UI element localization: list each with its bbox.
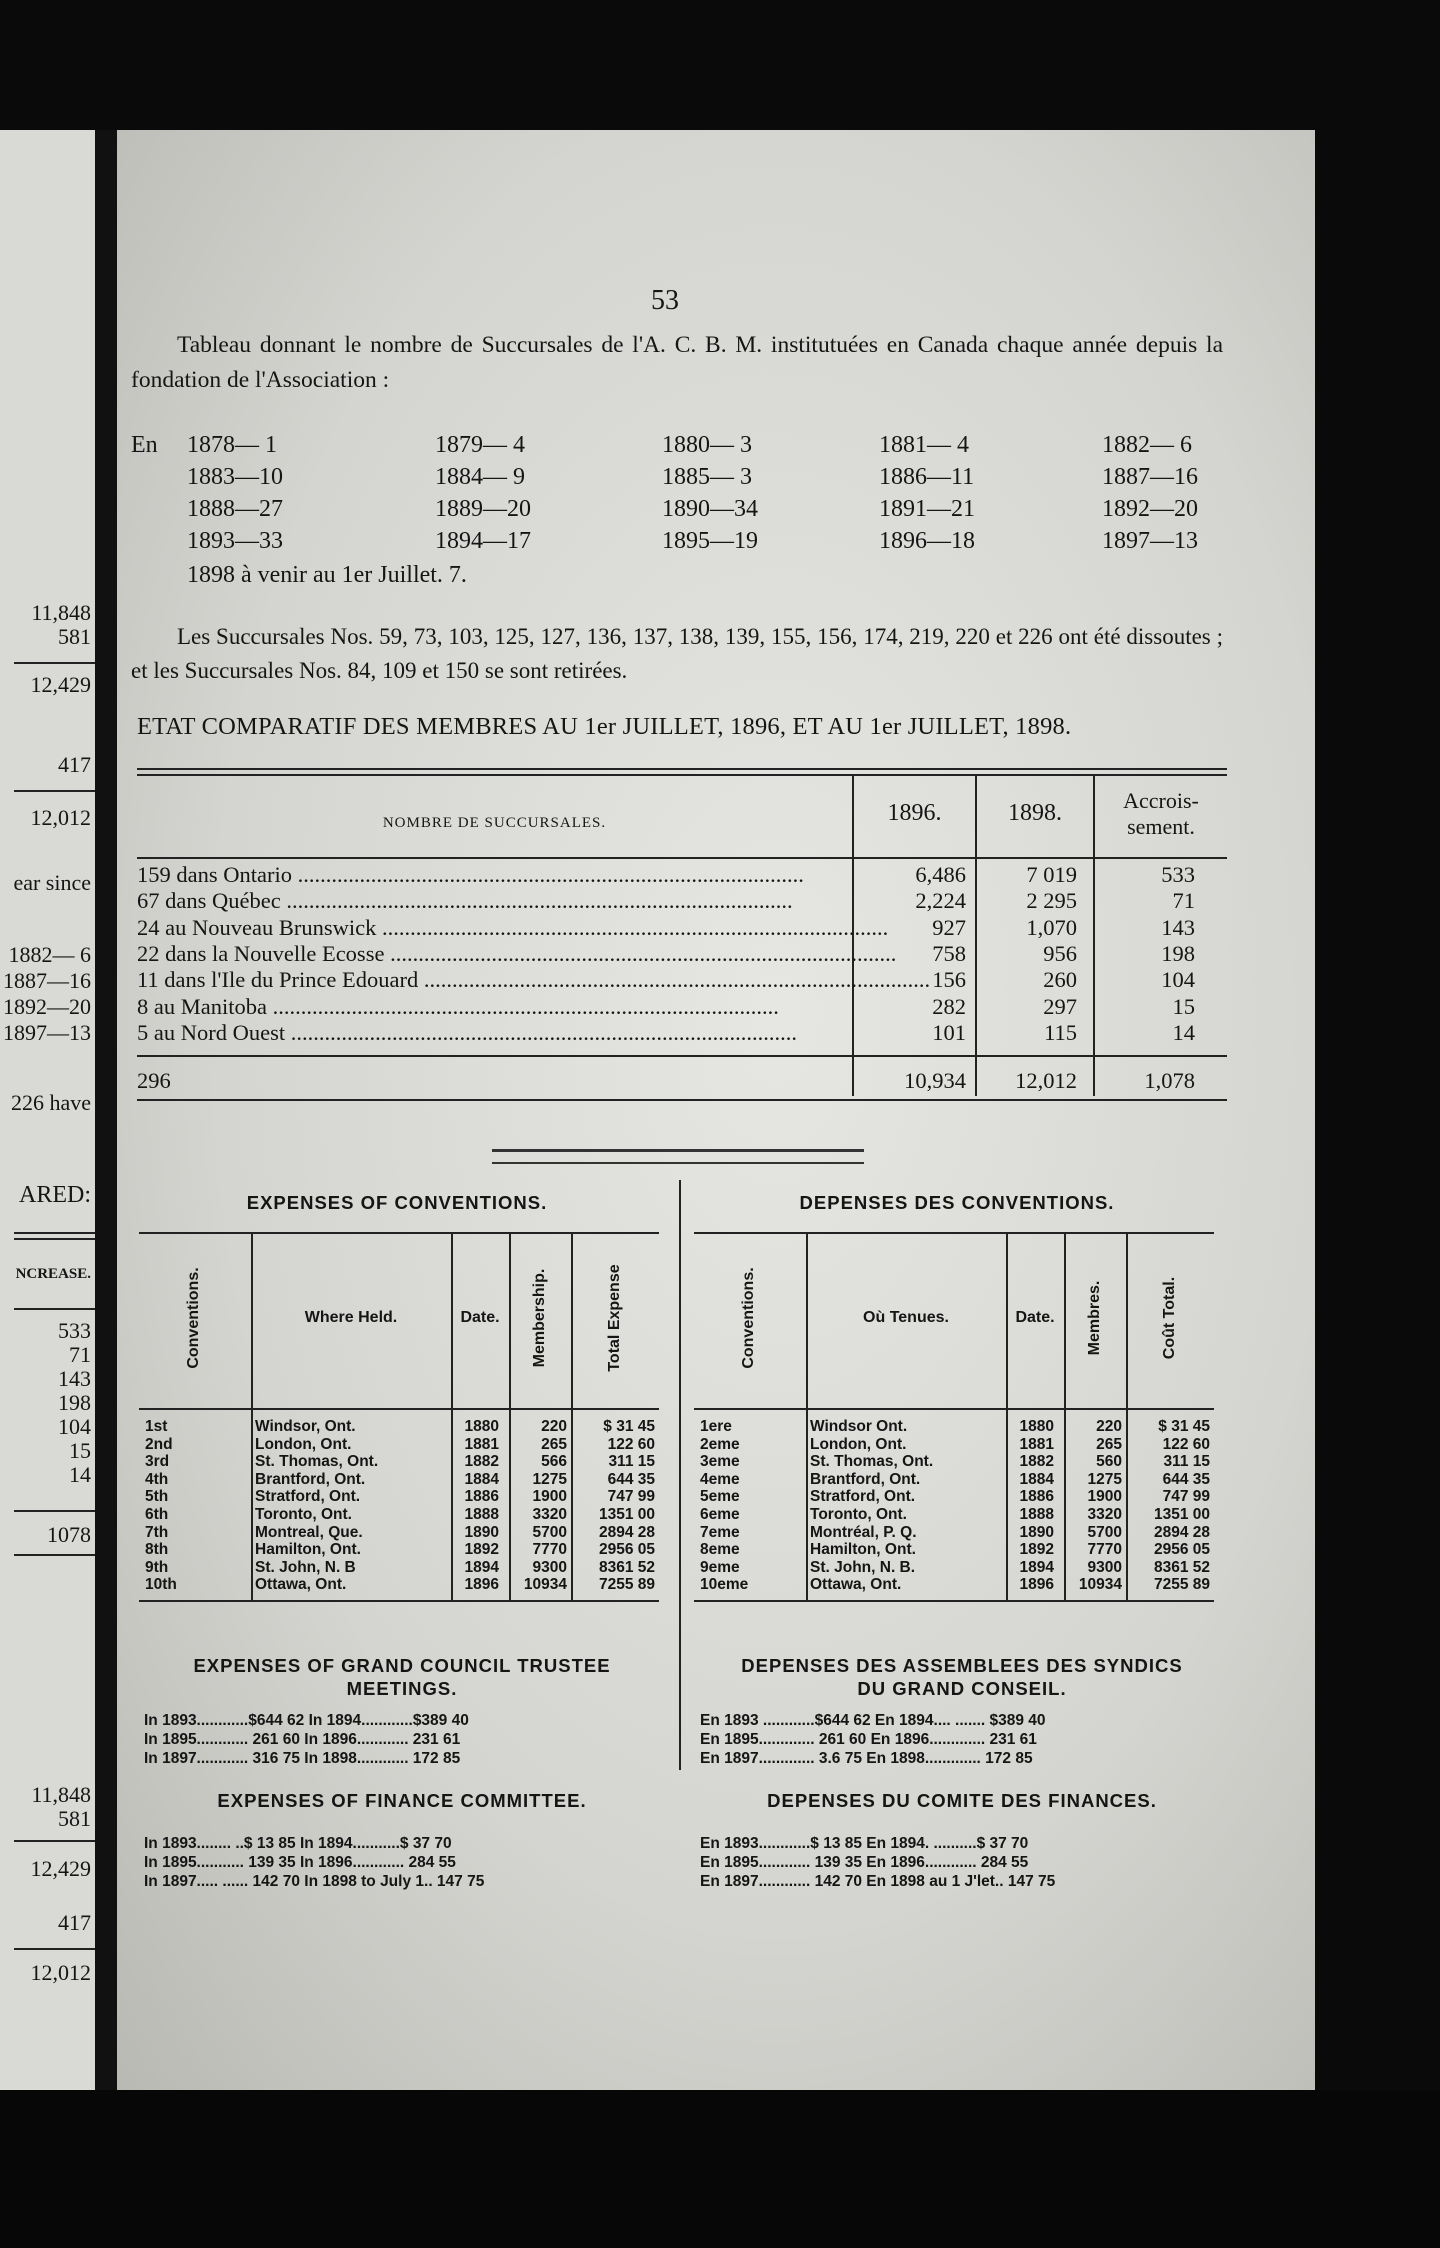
year-note: 1898 à venir au 1er Juillet. 7. — [187, 562, 467, 588]
total-1898: 12,012 — [1015, 1068, 1077, 1093]
margin-value: 581 — [58, 1806, 91, 1831]
convention-cost: 2894 28 — [1153, 1523, 1210, 1541]
convention-cost: 1351 00 — [1153, 1506, 1210, 1523]
col-header-members: Membership. — [531, 1268, 548, 1368]
value-1898: 1,070 — [1026, 914, 1077, 940]
col-header-1898: 1898. — [1008, 800, 1062, 826]
convention-cost: 8361 52 — [598, 1558, 655, 1576]
convention-cost: 644 35 — [607, 1470, 655, 1488]
table-rule — [137, 1099, 1227, 1101]
intro-text: Tableau donnant le nombre de Succursales de l'A. C. B. M. institutuées en Canada chaque année depuis la fondation de l'Association : — [131, 332, 1223, 393]
table-rule — [139, 1600, 659, 1602]
margin-value: 15 — [69, 1438, 91, 1463]
margin-text: 226 have — [10, 1090, 91, 1115]
finance-en-title: EXPENSES OF FINANCE COMMITTEE. — [217, 1790, 587, 1811]
convention-cost: 747 99 — [607, 1488, 655, 1506]
table-col-rule — [806, 1232, 808, 1600]
convention-date: 1880 — [464, 1418, 499, 1435]
convention-number: 10eme — [700, 1576, 749, 1594]
province-row-label — [137, 862, 804, 888]
convention-place: Ottawa, Ont. — [255, 1576, 347, 1594]
expenses-en-title: EXPENSES OF CONVENTIONS. — [246, 1192, 548, 1213]
value-1896: 101 — [932, 1019, 966, 1045]
margin-rule — [14, 662, 95, 664]
margin-value: 12,429 — [30, 1856, 91, 1881]
margin-text: ear since — [13, 870, 91, 895]
province-row-label — [137, 967, 931, 993]
convention-number: 6th — [145, 1506, 169, 1523]
col-header-accroissement-1: Accrois- — [1123, 788, 1199, 813]
convention-date: 1880 — [1019, 1418, 1054, 1435]
convention-members: 5700 — [1087, 1523, 1122, 1541]
margin-value: 12,012 — [30, 805, 91, 830]
col-header-total: Coût Total. — [1161, 1276, 1178, 1360]
value-increase: 143 — [1161, 914, 1195, 940]
convention-place: Windsor Ont. — [810, 1418, 908, 1435]
convention-number: 3eme — [700, 1453, 740, 1471]
convention-place: St. John, N. B — [255, 1558, 356, 1576]
dot-leader: .......................................................................................... — [384, 940, 897, 966]
convention-place: London, Ont. — [810, 1435, 907, 1453]
convention-date: 1890 — [1019, 1523, 1054, 1541]
convention-number: 1st — [145, 1418, 168, 1435]
margin-value: 533 — [58, 1318, 91, 1343]
margin-rule — [14, 1554, 95, 1556]
margin-value: 143 — [58, 1366, 91, 1391]
grand-council-fr-line: En 1893 ............$644 62 En 1894.... ....... $389 40 — [700, 1712, 1046, 1729]
convention-cost: 2894 28 — [598, 1523, 655, 1541]
year-entry: 1890—34 — [662, 496, 758, 522]
convention-place: Toronto, Ont. — [810, 1506, 907, 1523]
dot-leader: .......................................................................................... — [280, 888, 793, 914]
margin-rule — [14, 1948, 95, 1950]
province-name: 11 dans l'Ile du Prince Edouard — [137, 967, 419, 993]
convention-place: St. Thomas, Ont. — [810, 1453, 934, 1471]
margin-value: 12,012 — [30, 1960, 91, 1985]
grand-council-en-title-2: MEETINGS. — [346, 1678, 458, 1699]
margin-increase-label: NCREASE. — [15, 1266, 91, 1282]
dot-leader: .......................................................................................... — [376, 914, 889, 940]
convention-date: 1886 — [464, 1488, 499, 1506]
convention-place: Hamilton, Ont. — [255, 1541, 361, 1559]
year-entry: 1880— 3 — [662, 432, 752, 458]
year-entry: 1894—17 — [435, 528, 531, 554]
table-rule — [137, 857, 1227, 859]
table-rule — [139, 1408, 659, 1410]
value-increase: 533 — [1161, 862, 1195, 887]
year-prefix: En — [131, 432, 158, 458]
convention-date: 1892 — [1019, 1541, 1054, 1559]
convention-members: 10934 — [523, 1576, 567, 1594]
margin-value: 198 — [58, 1390, 91, 1415]
margin-year: 1897—13 — [3, 1020, 91, 1045]
convention-number: 9eme — [700, 1558, 740, 1576]
year-entry: 1896—18 — [879, 528, 975, 554]
finance-fr-line: En 1897............ 142 70 En 1898 au 1 J'let.. 147 75 — [700, 1873, 1056, 1890]
convention-date: 1882 — [464, 1453, 499, 1471]
province-row-label — [137, 940, 897, 967]
column-divider — [679, 1180, 681, 1770]
value-increase: 198 — [1161, 940, 1195, 966]
dot-leader: .......................................................................................... — [291, 862, 804, 887]
margin-rule — [14, 1840, 95, 1842]
convention-number: 6eme — [700, 1506, 740, 1523]
convention-place: St. Thomas, Ont. — [255, 1453, 379, 1471]
convention-cost: 311 15 — [1163, 1453, 1210, 1471]
margin-year: 1887—16 — [3, 968, 91, 993]
margin-value: 581 — [58, 624, 91, 649]
col-header-where: Où Tenues. — [863, 1309, 949, 1326]
margin-value: 104 — [58, 1414, 91, 1439]
margin-rule — [14, 1510, 95, 1512]
dissolved-paragraph — [131, 620, 1223, 688]
value-increase: 104 — [1161, 967, 1195, 993]
value-1896: 758 — [932, 940, 966, 966]
province-row-label — [137, 1019, 797, 1046]
convention-date: 1884 — [1019, 1470, 1054, 1488]
convention-members: 5700 — [532, 1523, 567, 1541]
convention-place: Hamilton, Ont. — [810, 1541, 916, 1559]
convention-place: Toronto, Ont. — [255, 1506, 352, 1523]
table-col-rule — [251, 1232, 253, 1600]
col-header-1896: 1896. — [887, 800, 942, 826]
year-entry: 1888—27 — [187, 496, 283, 522]
dot-leader: .......................................................................................... — [285, 1019, 797, 1045]
year-entry: 1897—13 — [1102, 528, 1198, 554]
table-rule — [137, 774, 1227, 776]
convention-number: 3rd — [145, 1453, 170, 1471]
province-name: 67 dans Québec — [137, 888, 281, 914]
province-row-label — [137, 888, 793, 914]
expenses-fr-title: DEPENSES DES CONVENTIONS. — [799, 1192, 1115, 1213]
convention-members: 220 — [1096, 1418, 1122, 1435]
col-header-date: Date. — [1015, 1309, 1055, 1326]
intro-paragraph — [131, 328, 1223, 398]
document-page — [117, 130, 1315, 2090]
total-label: 296 — [137, 1068, 171, 1093]
col-header-succursales: NOMBRE DE SUCCURSALES. — [382, 815, 607, 831]
province-name: 8 au Manitoba — [137, 993, 267, 1019]
value-1896: 282 — [932, 993, 966, 1019]
province-row-label — [137, 914, 889, 941]
convention-place: Stratford, Ont. — [255, 1488, 361, 1506]
total-1896: 10,934 — [904, 1068, 966, 1093]
province-name: 22 dans la Nouvelle Ecosse — [137, 940, 385, 966]
margin-rule — [14, 1308, 95, 1310]
convention-cost: 311 15 — [608, 1453, 655, 1471]
value-1896: 6,486 — [915, 862, 966, 887]
convention-place: Stratford, Ont. — [810, 1488, 916, 1506]
value-1898: 2 295 — [1026, 888, 1077, 914]
convention-number: 5th — [145, 1488, 169, 1506]
convention-cost: $ 31 45 — [603, 1418, 655, 1435]
margin-value: 71 — [69, 1342, 91, 1367]
col-header-conventions: Conventions. — [185, 1267, 202, 1369]
convention-cost: 122 60 — [1162, 1435, 1210, 1453]
convention-number: 10th — [145, 1576, 177, 1594]
convention-number: 8th — [145, 1541, 169, 1559]
grand-council-en-line: In 1895............ 261 60 In 1896............ 231 61 — [144, 1731, 461, 1748]
year-entry: 1892—20 — [1102, 496, 1198, 522]
convention-number: 5eme — [700, 1488, 740, 1506]
convention-cost: 2956 05 — [1153, 1541, 1210, 1559]
ornament-divider — [492, 1149, 864, 1164]
convention-members: 1900 — [532, 1488, 567, 1506]
convention-date: 1892 — [464, 1541, 499, 1559]
year-entry: 1881— 4 — [879, 432, 969, 458]
table-rule — [137, 768, 1227, 770]
convention-place: St. John, N. B. — [810, 1558, 916, 1576]
grand-council-en-title-1: EXPENSES OF GRAND COUNCIL TRUSTEE — [193, 1655, 611, 1676]
convention-members: 1275 — [1087, 1470, 1122, 1488]
value-increase: 71 — [1172, 888, 1195, 914]
year-entry: 1885— 3 — [662, 464, 752, 490]
province-name: 159 dans Ontario — [137, 862, 292, 887]
convention-date: 1894 — [464, 1558, 499, 1576]
margin-rule — [14, 1238, 95, 1240]
finance-en-line: In 1893........ ..$ 13 85 In 1894...........$ 37 70 — [144, 1835, 452, 1852]
finance-en-line: In 1895........... 139 35 In 1896............ 284 55 — [144, 1854, 456, 1871]
convention-members: 7770 — [532, 1541, 567, 1559]
convention-members: 265 — [541, 1435, 567, 1453]
convention-number: 9th — [145, 1558, 169, 1576]
value-1898: 297 — [1043, 993, 1077, 1019]
convention-members: 7770 — [1087, 1541, 1122, 1559]
convention-cost: 2956 05 — [598, 1541, 655, 1559]
convention-number: 2nd — [145, 1435, 173, 1453]
convention-place: Montreal, Que. — [255, 1523, 363, 1541]
year-entry: 1887—16 — [1102, 464, 1198, 490]
margin-rule — [14, 1232, 95, 1234]
finance-fr-line: En 1895............ 139 35 En 1896............ 284 55 — [700, 1854, 1029, 1871]
province-name: 24 au Nouveau Brunswick — [137, 914, 377, 940]
convention-number: 4eme — [700, 1470, 740, 1488]
convention-members: 3320 — [532, 1506, 567, 1523]
convention-date: 1896 — [1019, 1576, 1054, 1594]
col-header-date: Date. — [460, 1309, 500, 1326]
year-entry: 1895—19 — [662, 528, 758, 554]
convention-place: London, Ont. — [255, 1435, 352, 1453]
convention-members: 10934 — [1078, 1576, 1122, 1594]
convention-number: 2eme — [700, 1435, 740, 1453]
col-header-accroissement-2: sement. — [1127, 814, 1195, 839]
convention-number: 1ere — [700, 1418, 732, 1435]
dot-leader: .......................................................................................... — [418, 967, 931, 993]
grand-council-fr-title-2: DU GRAND CONSEIL. — [857, 1678, 1067, 1699]
value-1896: 2,224 — [915, 888, 966, 914]
convention-date: 1882 — [1019, 1453, 1054, 1471]
convention-date: 1881 — [1019, 1435, 1054, 1453]
convention-cost: 7255 89 — [1153, 1576, 1210, 1594]
convention-number: 4th — [145, 1470, 169, 1488]
grand-council-fr-title-1: DEPENSES DES ASSEMBLEES DES SYNDICS — [741, 1655, 1183, 1676]
finance-fr-title: DEPENSES DU COMITE DES FINANCES. — [767, 1790, 1157, 1811]
convention-date: 1894 — [1019, 1558, 1054, 1576]
year-entry: 1882— 6 — [1102, 432, 1192, 458]
value-1898: 115 — [1044, 1019, 1077, 1045]
convention-members: 265 — [1096, 1435, 1122, 1453]
table-rule — [694, 1408, 1214, 1410]
value-increase: 15 — [1172, 993, 1195, 1019]
margin-rule — [14, 790, 95, 792]
convention-cost: 1351 00 — [598, 1506, 655, 1523]
margin-text: ARED: — [19, 1182, 91, 1208]
convention-members: 220 — [541, 1418, 567, 1435]
margin-value: 11,848 — [31, 1782, 91, 1807]
grand-council-en-line: In 1897............ 316 75 In 1898............ 172 85 — [144, 1750, 461, 1767]
convention-cost: 747 99 — [1162, 1488, 1210, 1506]
table-rule — [694, 1232, 1214, 1234]
margin-value: 417 — [58, 1910, 91, 1935]
convention-place: Brantford, Ont. — [810, 1470, 921, 1488]
convention-date: 1888 — [464, 1506, 499, 1523]
value-1898: 260 — [1043, 967, 1077, 993]
table-rule — [694, 1600, 1214, 1602]
total-increase: 1,078 — [1144, 1068, 1195, 1093]
province-name: 5 au Nord Ouest — [137, 1019, 286, 1045]
margin-value: 417 — [58, 752, 91, 777]
grand-council-fr-line: En 1895............. 261 60 En 1896............. 231 61 — [700, 1731, 1037, 1748]
year-entry: 1893—33 — [187, 528, 283, 554]
convention-cost: 122 60 — [607, 1435, 655, 1453]
convention-members: 3320 — [1087, 1506, 1122, 1523]
col-header-where: Where Held. — [304, 1309, 398, 1326]
left-page-strip — [0, 130, 95, 2090]
year-entry: 1879— 4 — [435, 432, 525, 458]
dot-leader: .......................................................................................... — [266, 993, 779, 1019]
convention-members: 566 — [541, 1453, 567, 1471]
col-header-total: Total Expense — [606, 1264, 623, 1372]
year-entry: 1891—21 — [879, 496, 975, 522]
convention-cost: 8361 52 — [1153, 1558, 1210, 1576]
convention-date: 1890 — [464, 1523, 499, 1541]
year-entry: 1886—11 — [879, 464, 975, 490]
table-rule — [137, 1055, 1227, 1057]
value-1896: 156 — [932, 967, 966, 993]
margin-year: 1882— 6 — [8, 942, 91, 967]
year-entry: 1884— 9 — [435, 464, 525, 490]
convention-members: 1900 — [1087, 1488, 1122, 1506]
convention-number: 7th — [145, 1523, 169, 1541]
convention-cost: $ 31 45 — [1158, 1418, 1210, 1435]
convention-date: 1884 — [464, 1470, 499, 1488]
margin-value: 11,848 — [31, 600, 91, 625]
convention-date: 1888 — [1019, 1506, 1054, 1523]
grand-council-en-line: In 1893............$644 62 In 1894............$389 40 — [144, 1712, 469, 1729]
convention-date: 1896 — [464, 1576, 499, 1594]
convention-members: 560 — [1096, 1453, 1122, 1471]
convention-place: Montréal, P. Q. — [810, 1523, 917, 1541]
convention-date: 1886 — [1019, 1488, 1054, 1506]
col-header-conventions: Conventions. — [740, 1267, 757, 1369]
col-header-members: Membres. — [1086, 1280, 1103, 1356]
convention-cost: 7255 89 — [598, 1576, 655, 1594]
convention-date: 1881 — [464, 1435, 499, 1453]
finance-fr-line: En 1893............$ 13 85 En 1894. ..........$ 37 70 — [700, 1835, 1029, 1852]
margin-value: 1078 — [47, 1522, 91, 1547]
year-entry: 1883—10 — [187, 464, 283, 490]
value-1896: 927 — [932, 914, 966, 940]
finance-en-line: In 1897..... ...... 142 70 In 1898 to July 1.. 147 75 — [144, 1873, 485, 1890]
scan-border — [0, 2090, 1440, 2248]
margin-year: 1892—20 — [3, 994, 91, 1019]
convention-members: 1275 — [532, 1470, 567, 1488]
year-entry: 1889—20 — [435, 496, 531, 522]
table-rule — [139, 1232, 659, 1234]
convention-members: 9300 — [1087, 1558, 1122, 1576]
etat-title: ETAT COMPARATIF DES MEMBRES AU 1er JUILLET, 1896, ET AU 1er JUILLET, 1898. — [137, 713, 1072, 740]
value-1898: 7 019 — [1026, 862, 1077, 887]
page-number: 53 — [651, 285, 679, 316]
margin-value: 14 — [69, 1462, 91, 1487]
convention-cost: 644 35 — [1162, 1470, 1210, 1488]
convention-place: Ottawa, Ont. — [810, 1576, 902, 1594]
dissolved-text: Les Succursales Nos. 59, 73, 103, 125, 127, 136, 137, 138, 139, 155, 156, 174, 219, 220 et 226 ont été dissoutes ; et les Succursales Nos. 84, 109 et 150 se sont retirées. — [131, 624, 1223, 683]
convention-place: Windsor, Ont. — [255, 1418, 356, 1435]
year-entry: 1878— 1 — [187, 432, 277, 458]
convention-members: 9300 — [532, 1558, 567, 1576]
province-row-label — [137, 993, 779, 1020]
value-increase: 14 — [1172, 1019, 1195, 1045]
convention-number: 8eme — [700, 1541, 740, 1559]
convention-number: 7eme — [700, 1523, 740, 1541]
margin-value: 12,429 — [30, 672, 91, 697]
convention-place: Brantford, Ont. — [255, 1470, 366, 1488]
value-1898: 956 — [1043, 940, 1077, 966]
page-gutter — [95, 130, 117, 2090]
grand-council-fr-line: En 1897............. 3.6 75 En 1898............. 172 85 — [700, 1750, 1033, 1767]
